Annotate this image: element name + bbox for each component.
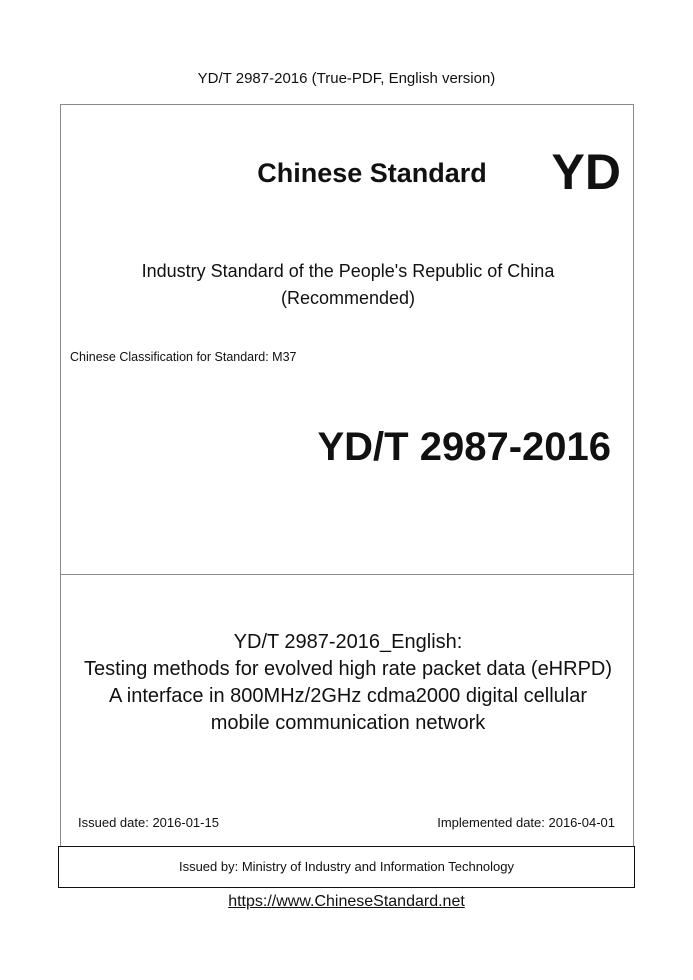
title-line-3: A interface in 800MHz/2GHz cdma2000 digital cellular: [108, 685, 588, 707]
title-line-4: mobile communication network: [210, 712, 486, 734]
document-header: YD/T 2987-2016 (True-PDF, English version): [197, 70, 496, 87]
cover-top-section: [60, 104, 634, 575]
cover-heading-text: Chinese Standard: [257, 158, 487, 188]
cover-heading: [61, 158, 535, 189]
title-line-1: YD/T 2987-2016_English:: [233, 631, 463, 653]
title-line-2: Testing methods for evolved high rate packet data (eHRPD): [83, 658, 613, 680]
issuer-text: Issued by: Ministry of Industry and Information Technology: [178, 859, 515, 874]
standard-number: YD/T 2987-2016: [317, 425, 611, 469]
issuer-box: [58, 846, 635, 888]
industry-line-1: Industry Standard of the People's Republic of China: [141, 261, 555, 281]
standard-mark: YD: [551, 144, 621, 200]
classification-text: Chinese Classification for Standard: M37: [70, 350, 297, 364]
industry-line-2: (Recommended): [280, 288, 416, 308]
issued-date: Issued date: 2016-01-15: [78, 815, 219, 830]
implemented-date: Implemented date: 2016-04-01: [437, 815, 615, 830]
document-title: [61, 629, 635, 737]
industry-standard-label: [61, 258, 635, 312]
website-link[interactable]: https://www.ChineseStandard.net: [228, 893, 465, 910]
cover-title-section: [60, 574, 634, 847]
